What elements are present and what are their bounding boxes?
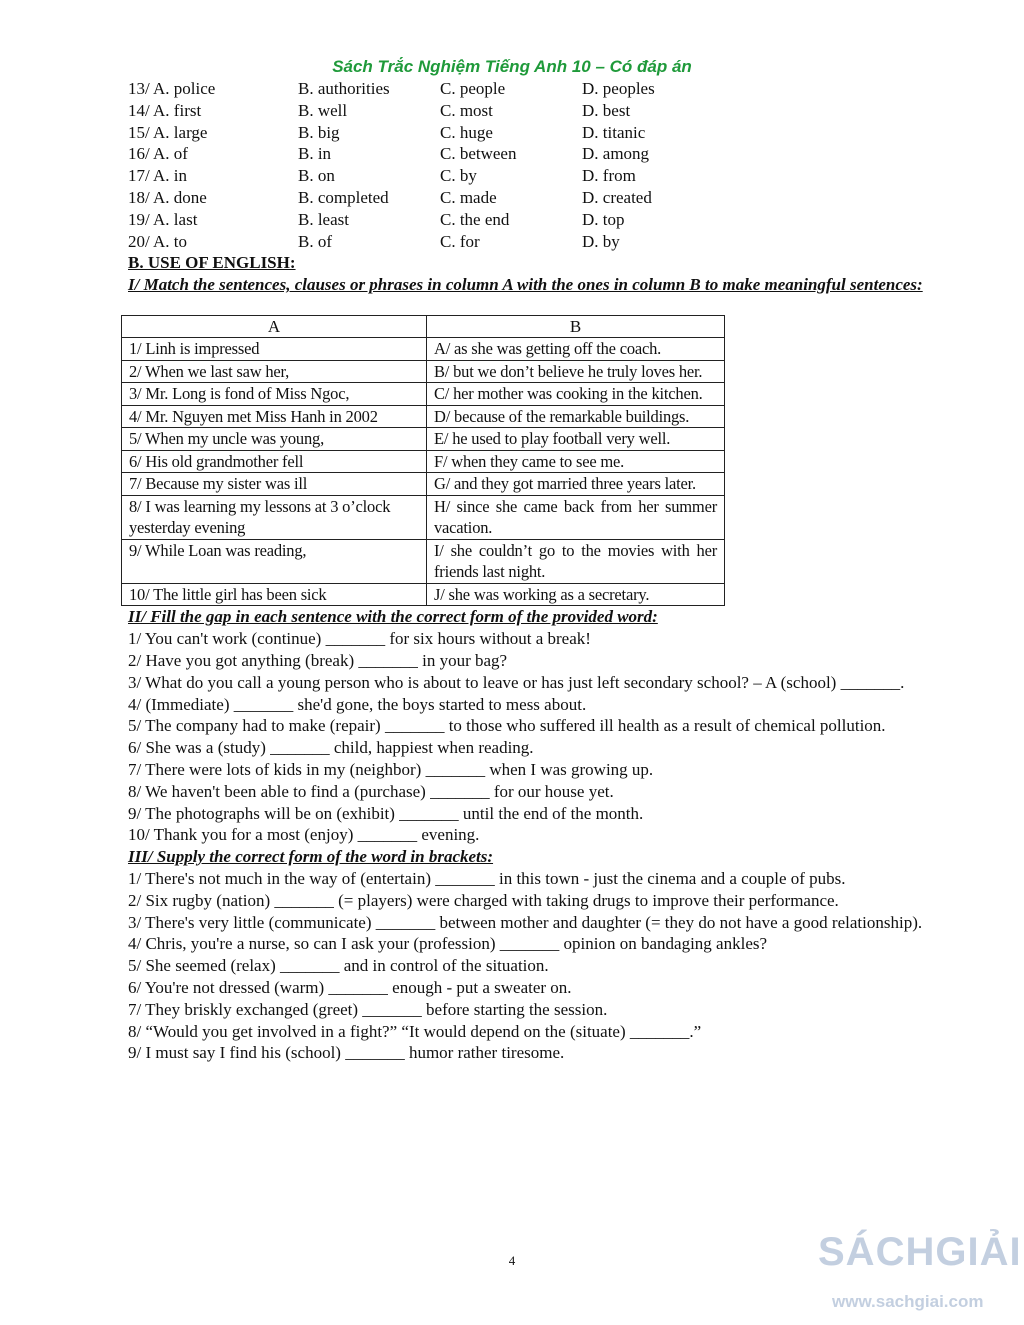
option-b: B. completed: [298, 187, 389, 207]
column-b-cell: H/ since she came back from her summer vacation.: [427, 495, 725, 539]
question-item: 2/ Have you got anything (break) _______ in your bag?: [128, 651, 508, 671]
column-a-cell: 5/ When my uncle was young,: [122, 428, 427, 451]
option-c: C. the end: [440, 209, 510, 229]
option-a: 16/ A. of: [128, 144, 188, 164]
option-row: [128, 187, 924, 209]
option-b: B. authorities: [298, 79, 390, 98]
option-c: C. people: [440, 79, 506, 98]
option-b: B. in: [298, 144, 332, 164]
table-row: [122, 450, 725, 473]
question-item: 10/ Thank you for a most (enjoy) _______ evening.: [128, 825, 480, 845]
option-b: B. big: [298, 122, 340, 142]
option-a: 13/ A. police: [128, 79, 216, 98]
option-b: B. well: [298, 100, 348, 120]
table-row: [122, 539, 725, 583]
option-row: [128, 209, 924, 231]
column-b-cell: F/ when they came to see me.: [427, 450, 725, 473]
option-row: [128, 231, 924, 253]
part3-instruction: III/ Supply the correct form of the word in brackets:: [128, 847, 494, 867]
logo-text: SÁCHGIẢI: [818, 1230, 1022, 1274]
column-b-header: B: [427, 315, 725, 338]
column-a-cell: 8/ I was learning my lessons at 3 o’clock yesterday evening: [122, 495, 427, 539]
option-a: 18/ A. done: [128, 187, 207, 207]
section-title: B. USE OF ENGLISH:: [128, 253, 296, 273]
part1-instruction: I/ Match the sentences, clauses or phrases in column A with the ones in column B to make meaningful sentences:: [128, 275, 923, 295]
column-a-cell: 3/ Mr. Long is fond of Miss Ngoc,: [122, 383, 427, 406]
question-item: 8/ “Would you get involved in a fight?” “It would depend on the (situate) _______.”: [128, 1021, 702, 1041]
column-a-cell: 7/ Because my sister was ill: [122, 473, 427, 496]
option-b: B. of: [298, 231, 332, 251]
page-content: [128, 78, 924, 1064]
question-item: 4/ (Immediate) _______ she'd gone, the boys started to mess about.: [128, 694, 587, 714]
option-b: B. on: [298, 166, 335, 186]
question-item: 1/ There's not much in the way of (entertain) _______ in this town - just the cinema and a couple of pubs.: [128, 869, 846, 889]
sachgiai-logo: [818, 1228, 1022, 1312]
option-a: 15/ A. large: [128, 122, 208, 142]
answer-options: [128, 78, 924, 252]
part2-list: [128, 628, 924, 846]
matching-table: [121, 315, 725, 607]
option-row: [128, 78, 924, 100]
option-row: [128, 122, 924, 144]
column-b-cell: I/ she couldn’t go to the movies with her friends last night.: [427, 539, 725, 583]
option-c: C. by: [440, 166, 477, 186]
page-number: 4: [508, 1253, 516, 1268]
option-a: 17/ A. in: [128, 166, 188, 186]
question-item: 6/ You're not dressed (warm) _______ enough - put a sweater on.: [128, 978, 572, 998]
column-a-cell: 4/ Mr. Nguyen met Miss Hanh in 2002: [122, 405, 427, 428]
table-row: [122, 583, 725, 606]
option-b: B. least: [298, 209, 349, 229]
table-row: [122, 495, 725, 539]
option-c: C. between: [440, 144, 517, 164]
option-d: D. from: [582, 166, 636, 186]
option-d: D. top: [582, 209, 625, 229]
column-b-cell: B/ but we don’t believe he truly loves her.: [427, 360, 725, 383]
option-d: D. among: [582, 144, 650, 164]
table-row: [122, 338, 725, 361]
column-a-cell: 6/ His old grandmother fell: [122, 450, 427, 473]
option-row: [128, 100, 924, 122]
column-b-cell: J/ she was working as a secretary.: [427, 583, 725, 606]
option-a: 20/ A. to: [128, 231, 188, 251]
question-item: 3/ There's very little (communicate) _______ between mother and daughter (= they do not have a good relationship).: [128, 912, 923, 932]
option-a: 19/ A. last: [128, 209, 198, 229]
question-item: 8/ We haven't been able to find a (purchase) _______ for our house yet.: [128, 781, 614, 801]
table-row: [122, 473, 725, 496]
column-b-cell: A/ as she was getting off the coach.: [427, 338, 725, 361]
question-item: 9/ I must say I find his (school) _______ humor rather tiresome.: [128, 1043, 565, 1063]
option-c: C. most: [440, 100, 493, 120]
option-d: D. titanic: [582, 122, 646, 142]
question-item: 5/ The company had to make (repair) _______ to those who suffered ill health as a result of chemical pollution.: [128, 716, 886, 736]
table-row: [122, 360, 725, 383]
logo-url: www.sachgiai.com: [832, 1292, 984, 1311]
option-a: 14/ A. first: [128, 100, 202, 120]
question-item: 7/ There were lots of kids in my (neighbor) _______ when I was growing up.: [128, 760, 654, 780]
option-c: C. huge: [440, 122, 493, 142]
question-item: 9/ The photographs will be on (exhibit) _______ until the end of the month.: [128, 803, 644, 823]
question-item: 1/ You can't work (continue) _______ for six hours without a break!: [128, 629, 591, 649]
part3-list: [128, 868, 924, 1064]
column-a-cell: 1/ Linh is impressed: [122, 338, 427, 361]
question-item: 3/ What do you call a young person who is about to leave or has just left secondary school? – A (school) _______.: [128, 672, 905, 692]
option-c: C. made: [440, 187, 497, 207]
page-header: Sách Trắc Nghiệm Tiếng Anh 10 – Có đáp án: [332, 57, 692, 76]
question-item: 2/ Six rugby (nation) _______ (= players) were charged with taking drugs to improve their performance.: [128, 890, 839, 910]
table-row: [122, 383, 725, 406]
column-b-cell: D/ because of the remarkable buildings.: [427, 405, 725, 428]
option-c: C. for: [440, 231, 480, 251]
option-d: D. peoples: [582, 79, 655, 98]
column-a-header: A: [122, 315, 427, 338]
option-row: [128, 165, 924, 187]
column-b-cell: C/ her mother was cooking in the kitchen.: [427, 383, 725, 406]
column-a-cell: 2/ When we last saw her,: [122, 360, 427, 383]
question-item: 5/ She seemed (relax) _______ and in control of the situation.: [128, 956, 549, 976]
column-b-cell: G/ and they got married three years later.: [427, 473, 725, 496]
option-d: D. created: [582, 187, 652, 207]
table-row: [122, 428, 725, 451]
option-d: D. by: [582, 231, 620, 251]
question-item: 7/ They briskly exchanged (greet) _______ before starting the session.: [128, 999, 608, 1019]
part2-instruction: II/ Fill the gap in each sentence with the correct form of the provided word:: [128, 607, 658, 627]
option-d: D. best: [582, 100, 631, 120]
option-row: [128, 143, 924, 165]
question-item: 4/ Chris, you're a nurse, so can I ask your (profession) _______ opinion on bandaging ankles?: [128, 934, 768, 954]
column-a-cell: 10/ The little girl has been sick: [122, 583, 427, 606]
column-a-cell: 9/ While Loan was reading,: [122, 539, 427, 583]
question-item: 6/ She was a (study) _______ child, happiest when reading.: [128, 738, 534, 758]
column-b-cell: E/ he used to play football very well.: [427, 428, 725, 451]
table-row: [122, 405, 725, 428]
